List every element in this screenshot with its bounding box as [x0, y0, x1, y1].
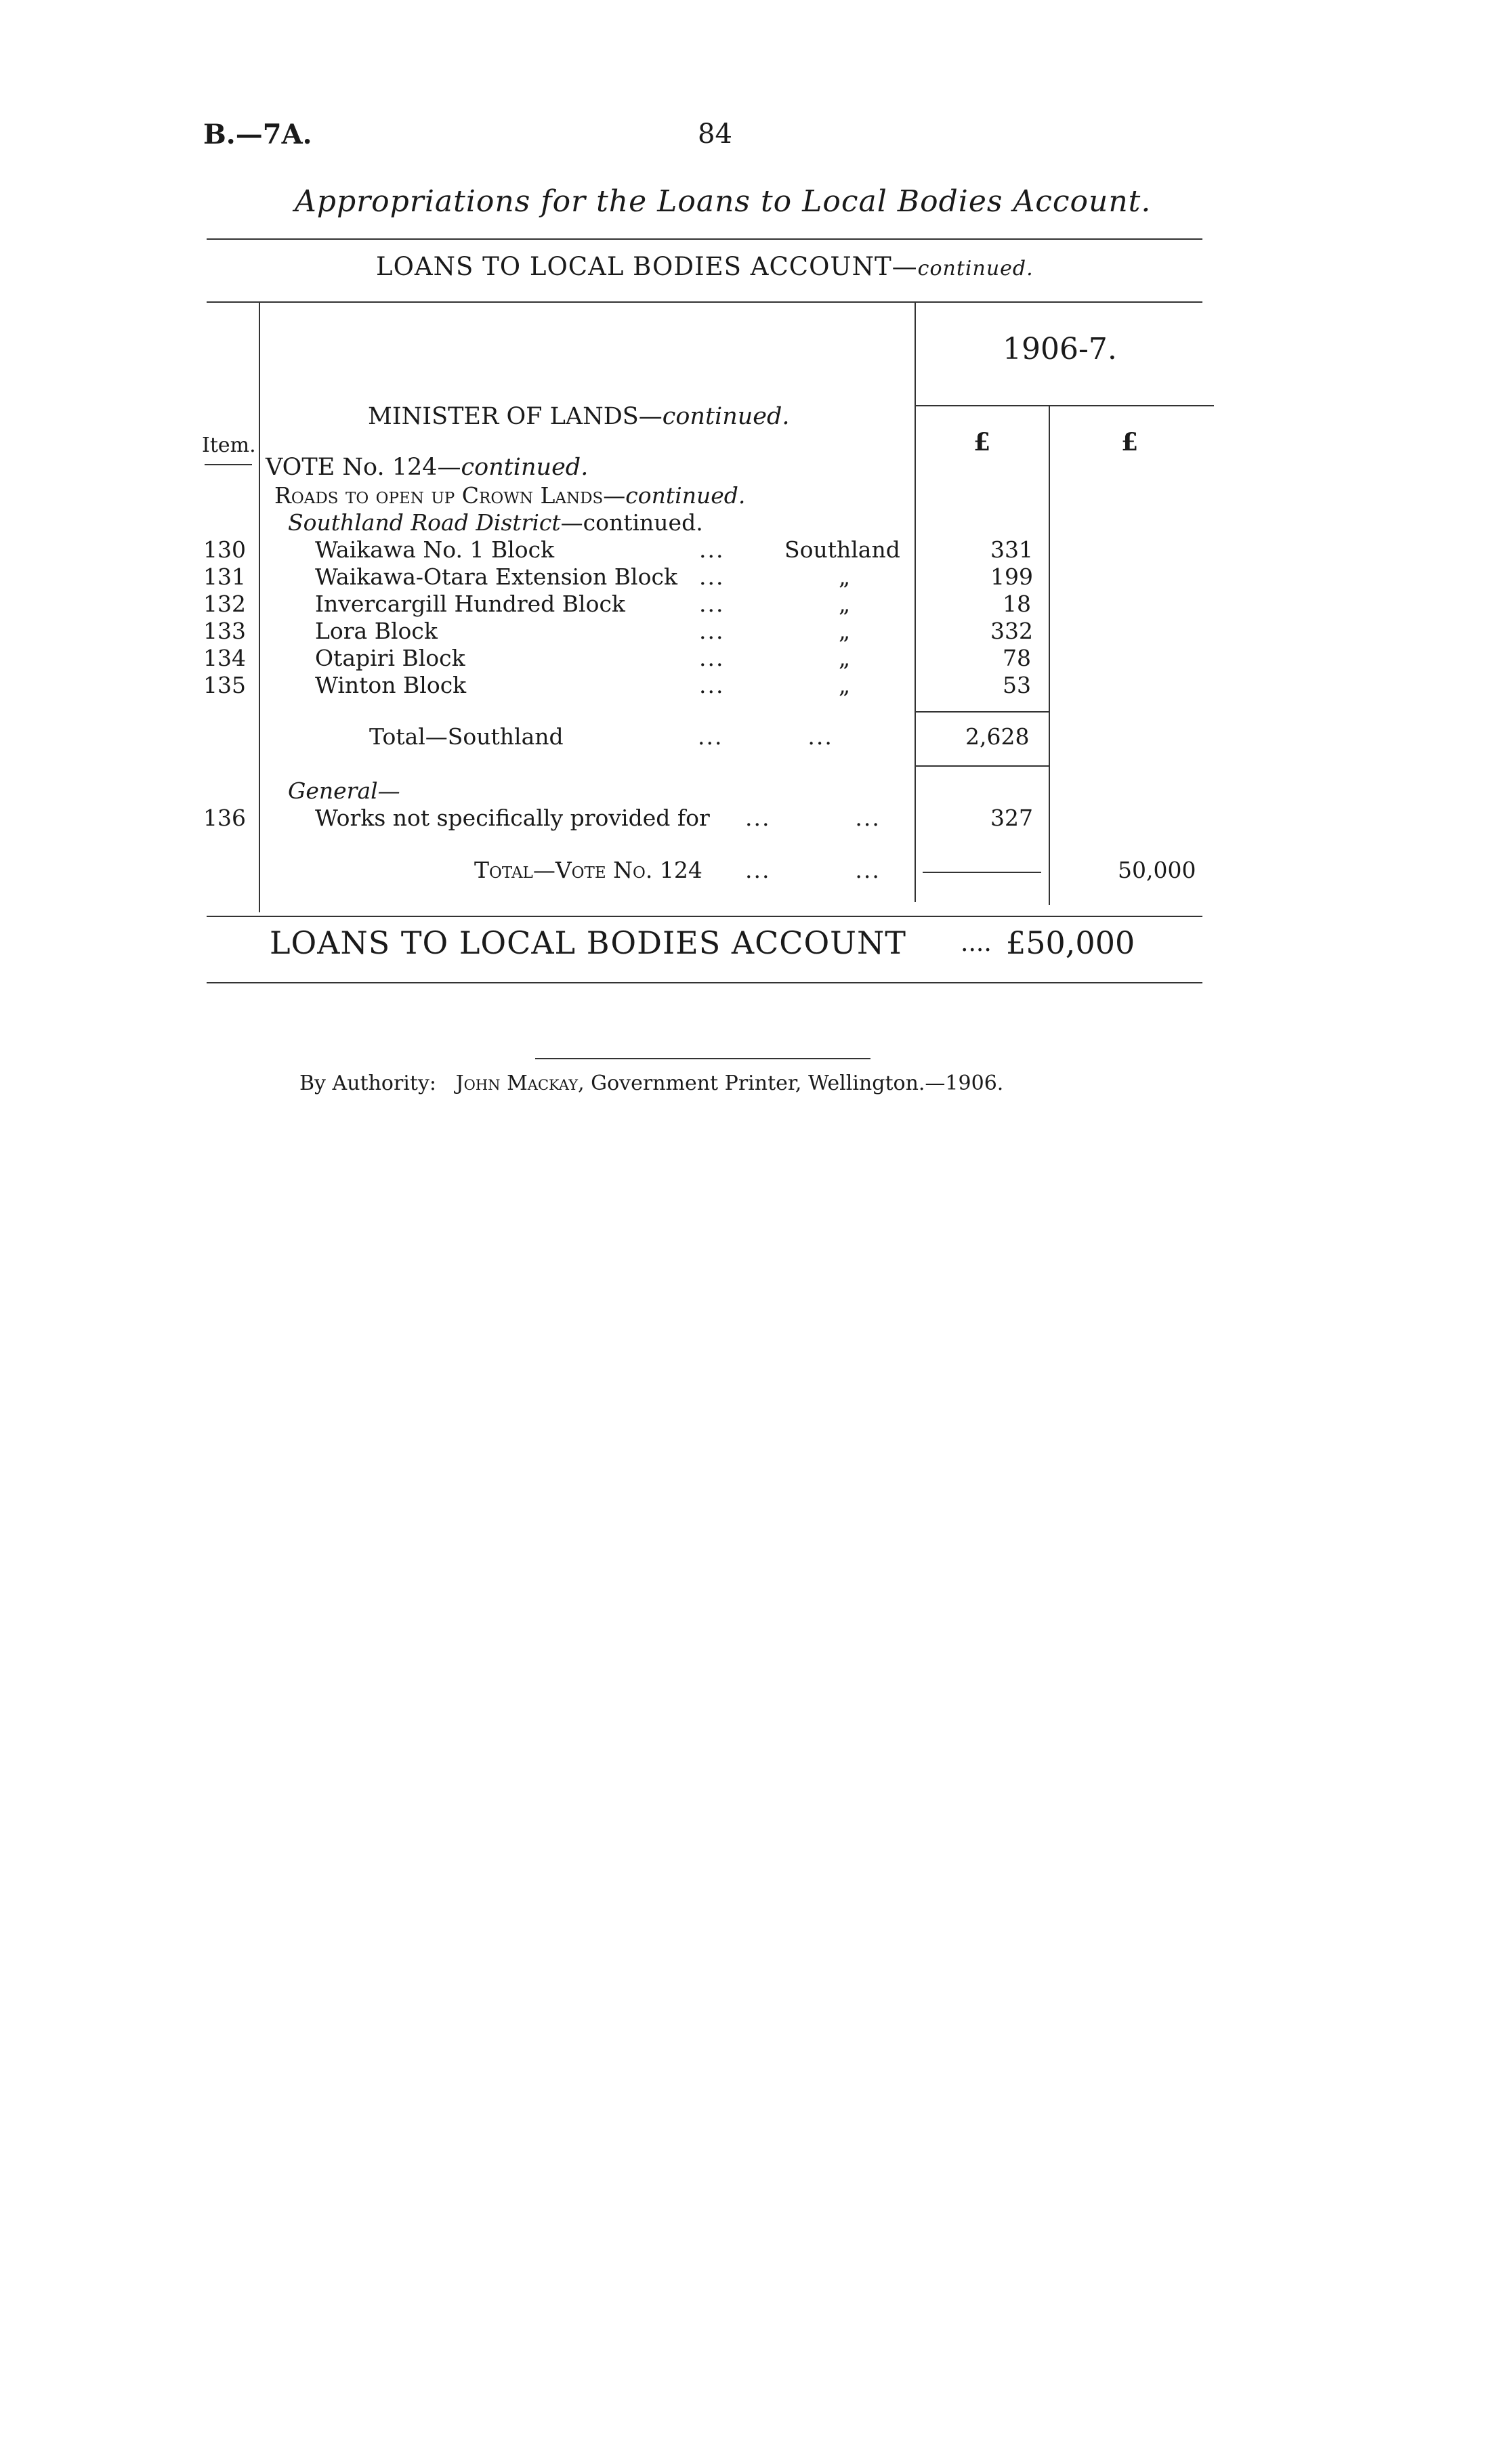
item-header-rule	[205, 464, 252, 465]
row-amount: 331	[990, 536, 1033, 563]
ministry-heading	[368, 403, 790, 430]
row-item: 130	[203, 536, 246, 563]
roads-subheading-main: Roads to open up Crown Lands—	[274, 482, 626, 509]
vote-heading-suffix: continued.	[461, 454, 589, 481]
imprint-line	[299, 1071, 1003, 1095]
general-dots: ... ...	[745, 805, 881, 831]
title-rule-top	[207, 238, 1202, 240]
subtotal-rule-top	[916, 711, 1049, 713]
roads-subheading-suffix: continued.	[625, 482, 746, 509]
row-name: Lora Block	[315, 618, 438, 644]
row-name: Waikawa No. 1 Block	[315, 536, 555, 563]
row-district: „	[839, 564, 851, 590]
total-column-rule	[1049, 405, 1050, 905]
row-name: Otapiri Block	[315, 645, 465, 671]
general-amount: 327	[990, 805, 1033, 831]
row-item: 133	[203, 618, 246, 644]
section-title-main: LOANS TO LOCAL BODIES ACCOUNT—	[376, 252, 918, 281]
vote-heading-main: VOTE No. 124—	[266, 454, 461, 481]
general-item: 136	[203, 805, 246, 831]
grand-total-label: LOANS TO LOCAL BODIES ACCOUNT	[270, 925, 906, 961]
general-heading: General—	[288, 778, 400, 804]
row-dots: ...	[699, 672, 725, 698]
section-title	[376, 252, 1034, 281]
grand-total-amount: £50,000	[1006, 925, 1135, 961]
row-name: Invercargill Hundred Block	[315, 591, 625, 617]
district-heading-main: Southland Road District	[288, 509, 561, 536]
vote-total-dash	[923, 872, 1041, 873]
currency-col1: £	[973, 428, 991, 456]
row-amount: 18	[1003, 591, 1031, 617]
amount-column-rule	[915, 303, 916, 902]
vote-total-label	[474, 857, 702, 883]
subtotal-dots: ... ...	[698, 723, 833, 750]
subtotal-amount: 2,628	[965, 723, 1030, 750]
subtotal-label: Total—Southland	[369, 723, 564, 750]
row-amount: 199	[990, 564, 1033, 590]
district-heading	[288, 509, 703, 536]
item-column-header: Item.	[202, 433, 256, 457]
row-dots: ...	[699, 564, 725, 590]
row-item: 135	[203, 672, 246, 698]
currency-col2: £	[1121, 428, 1139, 456]
row-amount: 53	[1003, 672, 1031, 698]
row-dots: ...	[699, 536, 725, 563]
section-title-suffix: continued.	[917, 257, 1034, 280]
row-name: Winton Block	[315, 672, 467, 698]
row-dots: ...	[699, 591, 725, 617]
ministry-heading-main: MINISTER OF LANDS—	[368, 403, 663, 430]
row-district: „	[839, 672, 851, 698]
roads-subheading	[274, 482, 745, 509]
district-heading-suffix: —continued.	[560, 509, 703, 536]
table-rule-bottom	[207, 916, 1202, 917]
footer-rule	[535, 1058, 870, 1059]
ministry-heading-suffix: continued.	[662, 403, 790, 430]
grand-total-rule	[207, 982, 1202, 983]
row-name: Waikawa-Otara Extension Block	[315, 564, 677, 590]
row-item: 131	[203, 564, 246, 590]
row-district: „	[839, 618, 851, 644]
row-amount: 78	[1003, 645, 1031, 671]
year-rule	[916, 405, 1214, 406]
row-item: 132	[203, 591, 246, 617]
running-title: Appropriations for the Loans to Local Bodies Account.	[295, 184, 1152, 219]
row-amount: 332	[990, 618, 1033, 644]
imprint-rest: , Government Printer, Wellington.—1906.	[578, 1071, 1004, 1095]
row-item: 134	[203, 645, 246, 671]
row-dots: ...	[699, 645, 725, 671]
page-number: 84	[698, 119, 732, 150]
subtotal-rule-bottom	[916, 765, 1049, 767]
row-dots: ...	[699, 618, 725, 644]
table-rule-top	[207, 301, 1202, 303]
document-reference: B.—7A.	[203, 119, 312, 150]
vote-total-amount: 50,000	[1118, 857, 1196, 883]
grand-total-dots: ....	[961, 929, 992, 957]
row-district: „	[839, 645, 851, 671]
vote-heading	[266, 454, 588, 481]
row-district: „	[839, 591, 851, 617]
imprint-printer: John Mackay	[455, 1071, 579, 1095]
row-district: Southland	[784, 536, 900, 563]
year-header: 1906-7.	[1003, 332, 1117, 366]
general-name: Works not specifically provided for	[315, 805, 710, 831]
vote-total-dots: ... ...	[745, 857, 881, 883]
item-column-rule	[259, 303, 260, 912]
imprint-prefix: By Authority:	[299, 1071, 437, 1095]
vote-total-text: Total—Vote No. 124	[474, 857, 702, 883]
